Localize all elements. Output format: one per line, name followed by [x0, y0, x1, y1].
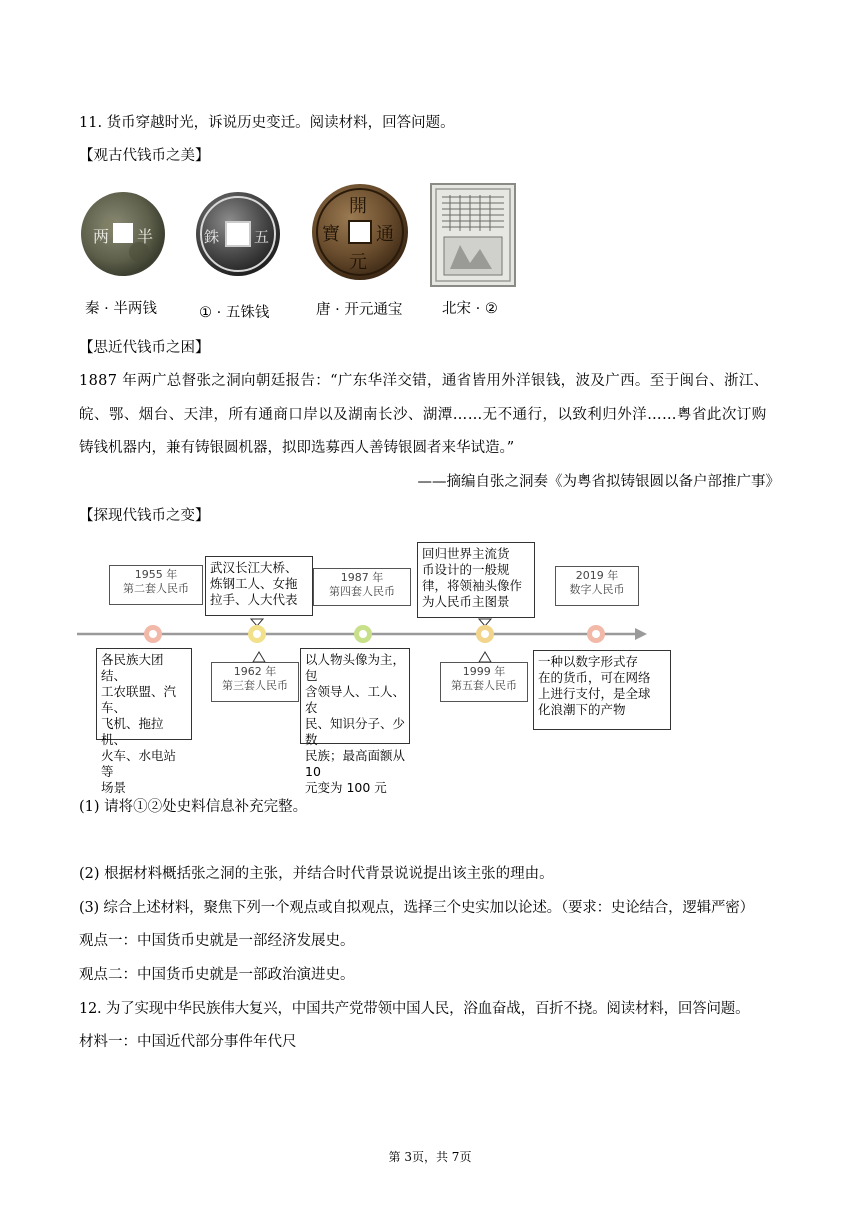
coin-caption-wuzhu: ① · 五铢钱 — [199, 305, 270, 321]
question-12-title: 12. 为了实现中华民族伟大复兴，中国共产党带领中国人民，浴血奋战，百折不挠。阅读材料，回答问题。 — [79, 1001, 750, 1017]
svg-text:五: 五 — [254, 228, 270, 246]
timeline-year-1962: 1962 年 第三套人民币 — [211, 662, 299, 702]
section-contemporary-coins: 【探现代钱币之变】 — [79, 508, 210, 524]
quote-source: ——摘编自张之洞奏《为粤省拟铸银圆以备户部推广事》 — [417, 474, 780, 490]
svg-text:寶: 寶 — [322, 224, 340, 245]
quote-line: 铸钱机器内，兼有铸银圆机器，拟即选募西人善铸银圆者来华试造。” — [79, 440, 515, 456]
viewpoint-1: 观点一：中国货币史就是一部经济发展史。 — [79, 933, 355, 949]
sub-question-2: (2) 根据材料概括张之洞的主张，并结合时代背景说说提出该主张的理由。 — [79, 866, 554, 882]
timeline-note-2019: 一种以数字形式存 在的货币，可在网络 上进行支付，是全球 化浪潮下的产物 — [533, 650, 671, 730]
section-modern-coins: 【思近代钱币之困】 — [79, 340, 210, 356]
svg-text:元: 元 — [349, 252, 367, 273]
banliang-coin-icon — [79, 190, 167, 278]
coin-caption-beisong: 北宋 · ② — [442, 301, 498, 317]
sub-question-3: (3) 综合上述材料，聚焦下列一个观点或自拟观点，选择三个史实加以论述。（要求：史论结合，逻辑严密） — [79, 900, 754, 916]
sub-question-1: (1) 请将①②处史料信息补充完整。 — [79, 799, 308, 815]
material-1: 材料一：中国近代部分事件年代尺 — [79, 1034, 297, 1050]
viewpoint-2: 观点二：中国货币史就是一部政治演进史。 — [79, 967, 355, 983]
coin-caption-banliang: 秦 · 半两钱 — [85, 301, 157, 317]
timeline-year-1999: 1999 年 第五套人民币 — [440, 662, 528, 702]
quote-line: 1887 年两广总督张之洞向朝廷报告：“广东华洋交错，通省皆用外洋银钱，波及广西。至于闽台、浙江、 — [79, 373, 769, 389]
timeline-year-1955: 1955 年 第二套人民币 — [109, 565, 203, 605]
timeline-year-2019: 2019 年 数字人民币 — [555, 566, 639, 606]
svg-text:銖: 銖 — [204, 228, 220, 246]
timeline-note-1955: 各民族大团结、 工农联盟、汽车、 飞机、拖拉机、 火车、水电站等 场景 — [96, 648, 192, 740]
jiaozi-note-icon — [430, 183, 516, 287]
question-11-title: 11. 货币穿越时光，诉说历史变迁。阅读材料，回答问题。 — [79, 115, 455, 131]
timeline-year-1987: 1987 年 第四套人民币 — [313, 568, 411, 606]
coin-caption-kaiyuan: 唐 · 开元通宝 — [316, 302, 403, 318]
timeline-note-1999: 回归世界主流货 币设计的一般规 律，将领袖头像作 为人民币主图景 — [417, 542, 535, 618]
page-footer: 第 3页，共 7页 — [388, 1150, 472, 1164]
svg-text:两: 两 — [93, 227, 110, 246]
timeline-note-1987: 以人物头像为主，包 含领导人、工人、农 民、知识分子、少数 民族；最高面额从 10 元变为 100 元 — [300, 648, 410, 744]
section-ancient-coins: 【观古代钱币之美】 — [79, 148, 210, 164]
timeline-note-1962: 武汉长江大桥、 炼钢工人、女拖 拉手、人大代表 — [205, 556, 313, 616]
svg-text:半: 半 — [137, 227, 154, 246]
kaiyuan-coin-icon — [310, 182, 410, 282]
wuzhu-coin-icon — [194, 190, 282, 278]
svg-text:開: 開 — [349, 196, 367, 217]
quote-line: 皖、鄂、烟台、天津，所有通商口岸以及湖南长沙、湖潭……无不通行，以致利归外洋……粤省此次订购 — [79, 407, 767, 423]
svg-text:通: 通 — [376, 224, 394, 245]
